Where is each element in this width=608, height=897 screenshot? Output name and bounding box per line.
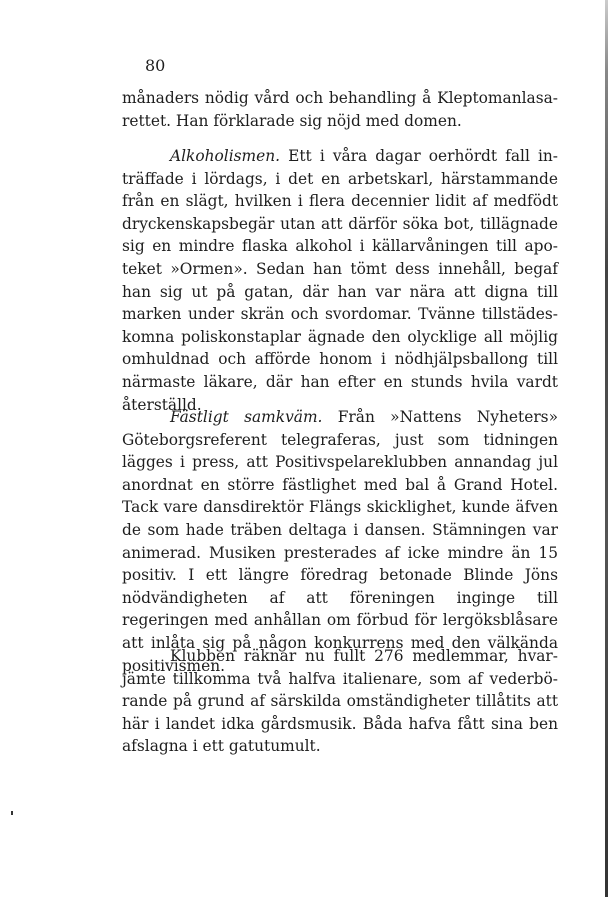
paragraph-continued xyxy=(122,87,558,132)
article-paragraph xyxy=(122,406,558,677)
article-alkoholismen xyxy=(122,145,558,416)
article-title: Fästligt samkväm. xyxy=(170,408,323,426)
page-number: 80 xyxy=(145,56,166,75)
article-body: Från »Nattens Nyheters» Göteborgsreferent telegraferas, just som tidningen lägges i press, att Positivspelareklubben annandag jul anordnat en större fästlighet med bal å Grand Hotel. Tack vare dansdirektör Flängs skicklighet, kunde äfven de som hade träben deltaga i dansen. Stämningen var animerad. Musiken presterades af icke mindre än 15 positiv. I ett längre föredrag betonade Blinde Jöns nödvändigheten af att föreningen inginge till regeringen med anhållan om förbud för lergöksblåsare att inlåta sig på någon konkurrens med den välkända positivismen. xyxy=(122,408,558,675)
article-title: Alkoholismen. xyxy=(170,147,281,165)
paragraph-text: Klubben räknar nu fullt 276 medlemmar, hvarjämte tillkomma två halfva italienare, som af vederbörande på grund af särskilda omständigheter tillåtits att här i landet idka gårdsmusik. Båda hafva fått sina ben afslagna i ett gatutumult. xyxy=(122,647,558,756)
article-fastligt-samkvam xyxy=(122,406,558,677)
paragraph-text: månaders nödig vård och behandling å Kleptomanlasarettet. Han förklarade sig nöjd med domen. xyxy=(122,89,558,130)
scan-speck xyxy=(11,811,13,815)
article-body: Ett i våra dagar oerhördt fall inträffade i lördags, i det en arbetskarl, härstammande från en slägt, hvilken i flera decennier lidit af medfödt dryckenskapsbegär utan att därför söka bot, tillägnade sig en mindre flaska alkohol i källarvåningen till apoteket »Ormen». Sedan han tömt dess innehåll, begaf han sig ut på gatan, där han var nära att digna till marken under skrän och svordomar. Tvänne tillstädeskomna poliskonstaplar ägnade den olycklige all möjlig omhuldnad och afförde honom i nödhjälpsballong till närmaste läkare, där han efter en stunds hvila vardt återställd. xyxy=(122,147,558,414)
article-paragraph xyxy=(122,145,558,416)
paragraph-klubben xyxy=(122,645,558,758)
